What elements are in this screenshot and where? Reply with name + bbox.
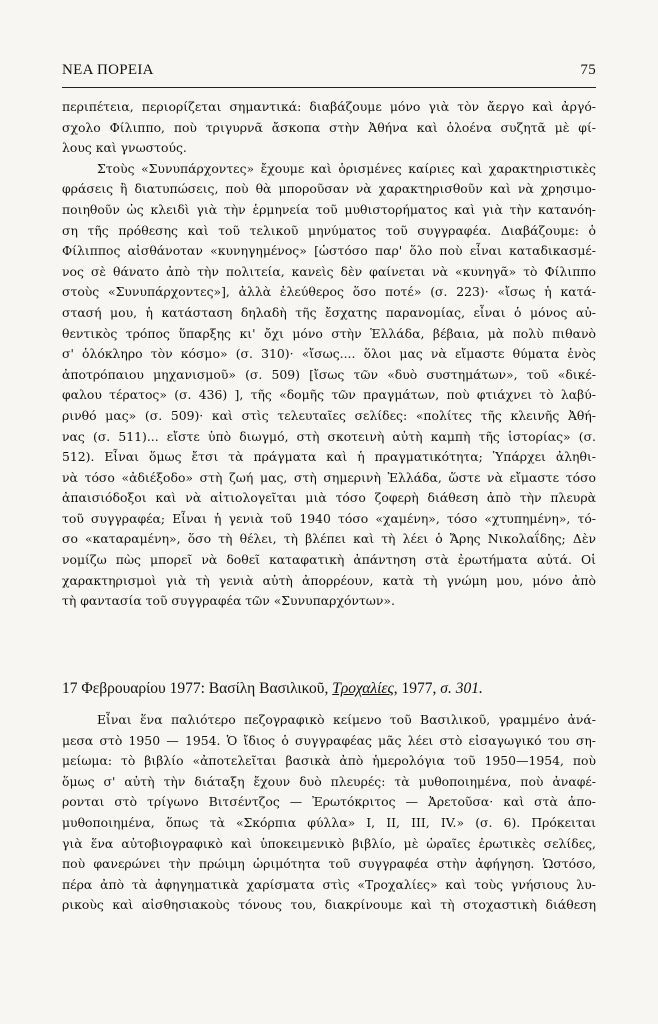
- text-line: στασή μου, ἡ κατάσταση δηλαδὴ τῆς ἔσχατης παρανομίας, εἶναι ὁ μόνος αὐ-: [62, 304, 596, 320]
- text-line: γιὰ ἕνα αὐτοβιογραφικὸ καὶ ὑποκειμενικὸ βιβλίο, μὲ ὡραῖες ἐρωτικὲς σελίδες,: [62, 835, 596, 851]
- text-line: σο «καταραμένη», ὅσο τὴ θέλει, τὴ βλέπει καὶ τὴ λέει ὁ Ἄρης Νικολαΐδης; Δὲν: [62, 531, 596, 547]
- running-title: ΝΕΑ ΠΟΡΕΙΑ: [62, 62, 154, 78]
- text-line: Στοὺς «Συνυπάρχοντες» ἔχουμε καὶ ὁρισμένες καίριες καὶ χαρακτηριστικὲς: [97, 160, 596, 176]
- text-line: Εἶναι ἕνα παλιότερο πεζογραφικὸ κείμενο τοῦ Βασιλικοῦ, γραμμένο ἀνά-: [97, 712, 596, 727]
- heading-year: , 1977,: [393, 680, 441, 697]
- text-line: μείωμα: τὸ βιβλίο «ἀποτελεῖται βασικὰ ἀπὸ ἡμερολόγια τοῦ 1950—1954, ποὺ: [62, 753, 596, 769]
- section-heading: [62, 680, 596, 698]
- text-line: φράσεις ἢ διατυπώσεις, ποὺ θὰ μποροῦσαν νὰ χαρακτηρισθοῦν καὶ νὰ χρησιμο-: [62, 181, 596, 197]
- page-header: [62, 62, 596, 79]
- text-line: 512). Εἶναι ὅμως ἔτσι τὰ πράγματα καὶ ἡ πραγματικότητα; Ὑπάρχει ἀληθι-: [62, 449, 596, 465]
- text-line: ὅμως σ' αὐτὴ τὴν διάταξη ἔχουν δυὸ πλευρές: τὰ μυθοποιημένα, ποὺ ἀναφέ-: [62, 773, 596, 789]
- text-line: νας (σ. 511)... εἴστε ὑπὸ διωγμό, στὴ σκοτεινὴ αὐτὴ καμπὴ τῆς ἱστορίας» (σ.: [62, 428, 596, 444]
- text-line: ἀποτρόπαιου μηχανισμοῦ» (σ. 509) [ἴσως τῶν «δυὸ συστημάτων», τοῦ «δικέ-: [62, 366, 596, 382]
- text-line: Φίλιππος αἰσθάνοταν «κυνηγημένος» [ὡστόσο παρ' ὅλο ποὺ εἶναι καταδικασμέ-: [62, 243, 596, 259]
- text-line: ρονται στὸ τρίγωνο Βιτσέντζος — Ἐρωτόκριτος — Ἀρετοῦσα· καὶ στὰ ἀπο-: [62, 794, 596, 810]
- text-line: πέρα ἀπὸ τὰ ἀφηγηματικὰ χαρίσματα στὶς «Τροχαλίες» καὶ τοὺς γνήσιους λυ-: [62, 876, 596, 892]
- text-line: ση τῆς πρόθεσης καὶ τοῦ τελικοῦ μηνύματος τοῦ συγγραφέα. Διαβάζουμε: ὁ: [62, 222, 596, 238]
- text-line: μεσα στὸ 1950 — 1954. Ὁ ἴδιος ὁ συγγραφέας μᾶς λέει στὸ εἰσαγωγικό του ση-: [62, 732, 596, 748]
- text-line: ἀπαισιόδοξοι καὶ νὰ αἰτιολογεῖται μιὰ τόσο ζοφερὴ διάθεση ἀπὸ τὴν πλευρὰ: [62, 490, 596, 506]
- text-line: ρινθό μας» (σ. 509)· καὶ στὶς τελευταῖες σελίδες: «πολίτες τῆς κλεινῆς Ἀθή-: [62, 407, 596, 423]
- text-line: χαρακτηρισμοὶ γιὰ τὴ γενιὰ αὐτὴ ἀπορρέουν, κατὰ τὴ γνώμη μου, μόνο ἀπὸ: [62, 572, 596, 588]
- heading-page-ref: σ. 301.: [440, 680, 483, 697]
- heading-date: 17 Φεβρουαρίου 1977:: [62, 680, 209, 697]
- heading-author: Βασίλη Βασιλικοῦ,: [208, 680, 333, 697]
- text-line: νὰ τόσο «ἀδιέξοδο» στὴ ζωή μας, στὴ σημερινὴ Ἑλλάδα, ὥστε νὰ εἴμαστε τόσο: [62, 469, 596, 485]
- text-line: ποιηθοῦν ὡς κλειδὶ γιὰ τὴν ἑρμηνεία τοῦ μυθιστορήματος καὶ γιὰ τὴν κατανόη-: [62, 201, 596, 217]
- text-line: στοὺς «Συνυπάρχοντες»], ἀλλὰ ἐλεύθερος ὅσο ποτέ» (σ. 223)· «ἴσως ἡ κατά-: [62, 284, 596, 300]
- text-line: μυθοποιημένα, ὅπως τὰ «Σκόρπια φύλλα» I, II, III, IV.» (σ. 6). Πρόκειται: [62, 814, 596, 830]
- text-line: θεντικὸς τρόπος ὕπαρξης κι' ὄχι μόνο στὴν Ἑλλάδα, βέβαια, μὰ πολὺ πιθανὸ: [62, 325, 596, 341]
- text-line: τοῦ συγγραφέα; Εἶναι ἡ γενιὰ τοῦ 1940 τόσο «χαμένη», τόσο «χτυπημένη», τό-: [62, 510, 596, 526]
- text-line: νομίζω πὼς μπορεῖ νὰ δοθεῖ καταφατικὴ ἀπάντηση στὰ ἐρωτήματα αὐτά. Οἱ: [62, 552, 596, 568]
- text-line: σ' ὁλόκληρο τὸν κόσμο» (σ. 310)· «ἴσως.... ὅλοι μας νὰ εἴμαστε θύματα ἑνὸς: [62, 346, 596, 362]
- page-number: 75: [580, 62, 596, 78]
- text-line: λους καὶ γνωστούς.: [62, 140, 187, 156]
- header-rule: [62, 87, 596, 88]
- text-line: φαλου τέρατος» (σ. 436) ], τῆς «δομῆς τῶν πραγμάτων, ποὺ φτιάχνει τὸ λαβύ-: [62, 387, 596, 403]
- text-line: περιπέτεια, περιορίζεται σημαντικά: διαβάζουμε μόνο γιὰ τὸν ἄεργο καὶ ἀργό-: [62, 99, 596, 114]
- paragraph-continuation: [62, 97, 596, 612]
- paragraph-review: [62, 710, 596, 916]
- text-line: νος σὲ θάνατο ἀπὸ τὴν πολιτεία, κανεὶς δὲν φαίνεται νὰ «κυνηγᾶ» τὸ Φίλιππο: [62, 263, 596, 279]
- text-line: ποὺ φανερώνει τὴν πρώιμη ὡριμότητα τοῦ συγγραφέα στὴν ἀφήγηση. Ὡστόσο,: [62, 856, 596, 872]
- heading-book-title: Τροχαλίες: [332, 680, 394, 697]
- text-line: σχολο Φίλιππο, ποὺ τριγυρνᾶ ἄσκοπα στὴν Ἀθήνα καὶ ὁλοένα συζητᾶ μὲ φί-: [62, 119, 596, 135]
- text-line: ρικοὺς καὶ αἰσθησιακοὺς τόνους του, διακρίνουμε καὶ τὴ στοχαστικὴ διάθεση: [62, 897, 596, 913]
- text-line: τὴ φαντασία τοῦ συγγραφέα τῶν «Συνυπαρχόντων».: [62, 593, 395, 609]
